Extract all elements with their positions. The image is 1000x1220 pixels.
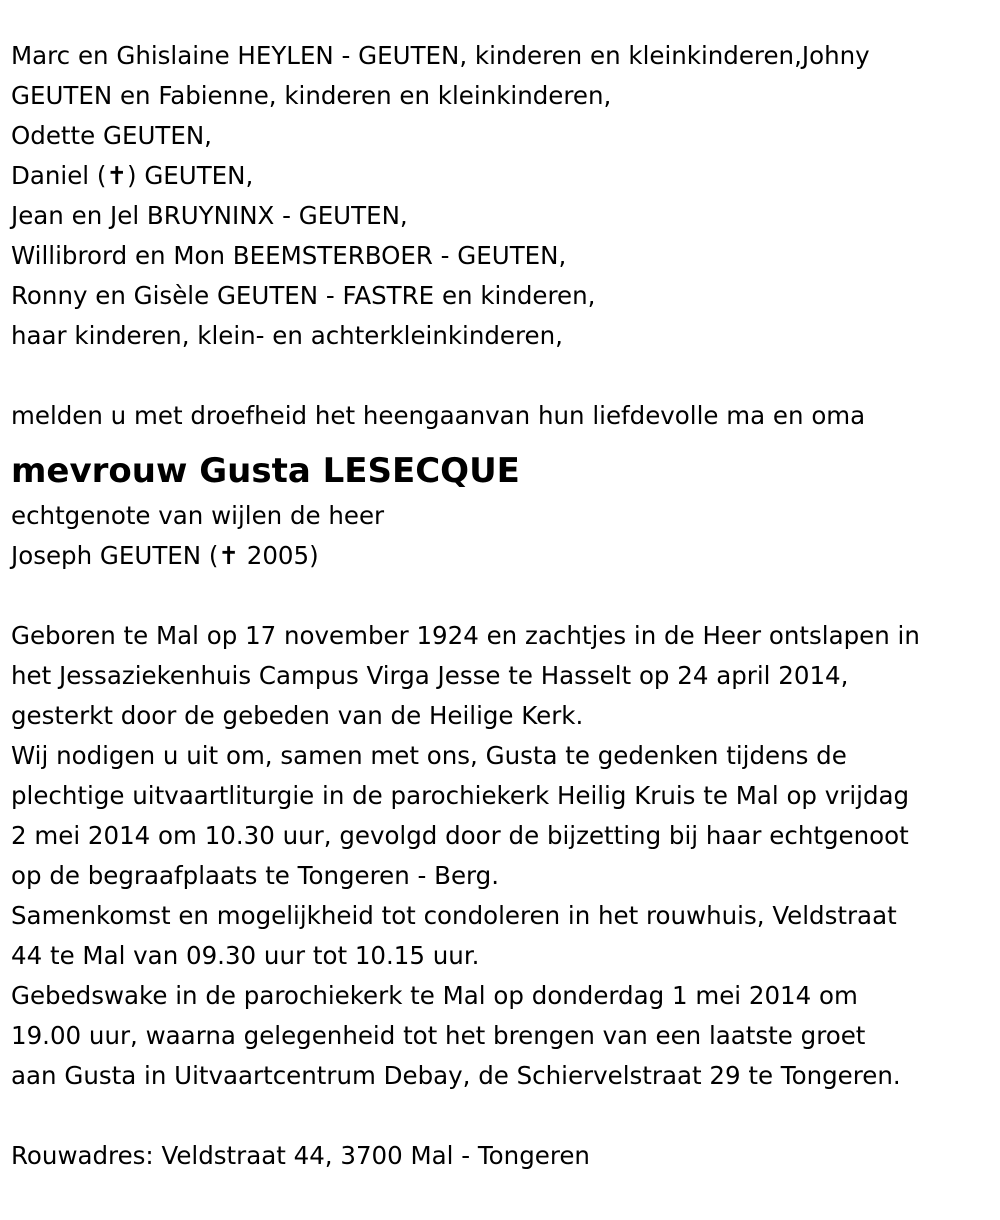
detail-line: plechtige uitvaartliturgie in de parochiekerk Heilig Kruis te Mal op vrijdag	[11, 781, 910, 810]
family-line: Jean en Jel BRUYNINX - GEUTEN,	[11, 201, 408, 230]
spouse-line: echtgenote van wijlen de heer	[11, 501, 385, 530]
detail-line: Gebedswake in de parochiekerk te Mal op donderdag 1 mei 2014 om	[11, 981, 858, 1010]
detail-line: 44 te Mal van 09.30 uur tot 10.15 uur.	[11, 941, 480, 970]
detail-line: het Jessaziekenhuis Campus Virga Jesse te Hasselt op 24 april 2014,	[11, 661, 849, 690]
detail-line: op de begraafplaats te Tongeren - Berg.	[11, 861, 500, 890]
funeral-details	[11, 616, 996, 1096]
family-list	[11, 36, 996, 356]
spacer	[11, 1096, 996, 1136]
detail-line: Wij nodigen u uit om, samen met ons, Gusta te gedenken tijdens de	[11, 741, 847, 770]
detail-line: Geboren te Mal op 17 november 1924 en zachtjes in de Heer ontslapen in	[11, 621, 920, 650]
spacer	[11, 356, 996, 396]
detail-line: Samenkomst en mogelijkheid tot condoleren in het rouwhuis, Veldstraat	[11, 901, 897, 930]
family-line: haar kinderen, klein- en achterkleinkinderen,	[11, 321, 563, 350]
detail-line: aan Gusta in Uitvaartcentrum Debay, de Schiervelstraat 29 te Tongeren.	[11, 1061, 901, 1090]
spacer	[11, 576, 996, 616]
detail-line: gesterkt door de gebeden van de Heilige Kerk.	[11, 701, 584, 730]
family-line: Willibrord en Mon BEEMSTERBOER - GEUTEN,	[11, 241, 567, 270]
announcement-text: melden u met droefheid het heengaanvan hun liefdevolle ma en oma	[11, 401, 866, 430]
family-line: Ronny en Gisèle GEUTEN - FASTRE en kinderen,	[11, 281, 596, 310]
family-line: Odette GEUTEN,	[11, 121, 212, 150]
detail-line: 2 mei 2014 om 10.30 uur, gevolgd door de bijzetting bij haar echtgenoot	[11, 821, 909, 850]
deceased-name: mevrouw Gusta LESECQUE	[11, 451, 520, 491]
mourning-address: Rouwadres: Veldstraat 44, 3700 Mal - Tongeren	[11, 1141, 590, 1170]
family-line: Daniel (✝) GEUTEN,	[11, 161, 254, 190]
family-line: Marc en Ghislaine HEYLEN - GEUTEN, kinderen en kleinkinderen,Johny	[11, 41, 870, 70]
family-line: GEUTEN en Fabienne, kinderen en kleinkinderen,	[11, 81, 612, 110]
detail-line: 19.00 uur, waarna gelegenheid tot het brengen van een laatste groet	[11, 1021, 866, 1050]
spouse-line: Joseph GEUTEN (✝ 2005)	[11, 541, 319, 570]
obituary-notice	[11, 36, 996, 1176]
